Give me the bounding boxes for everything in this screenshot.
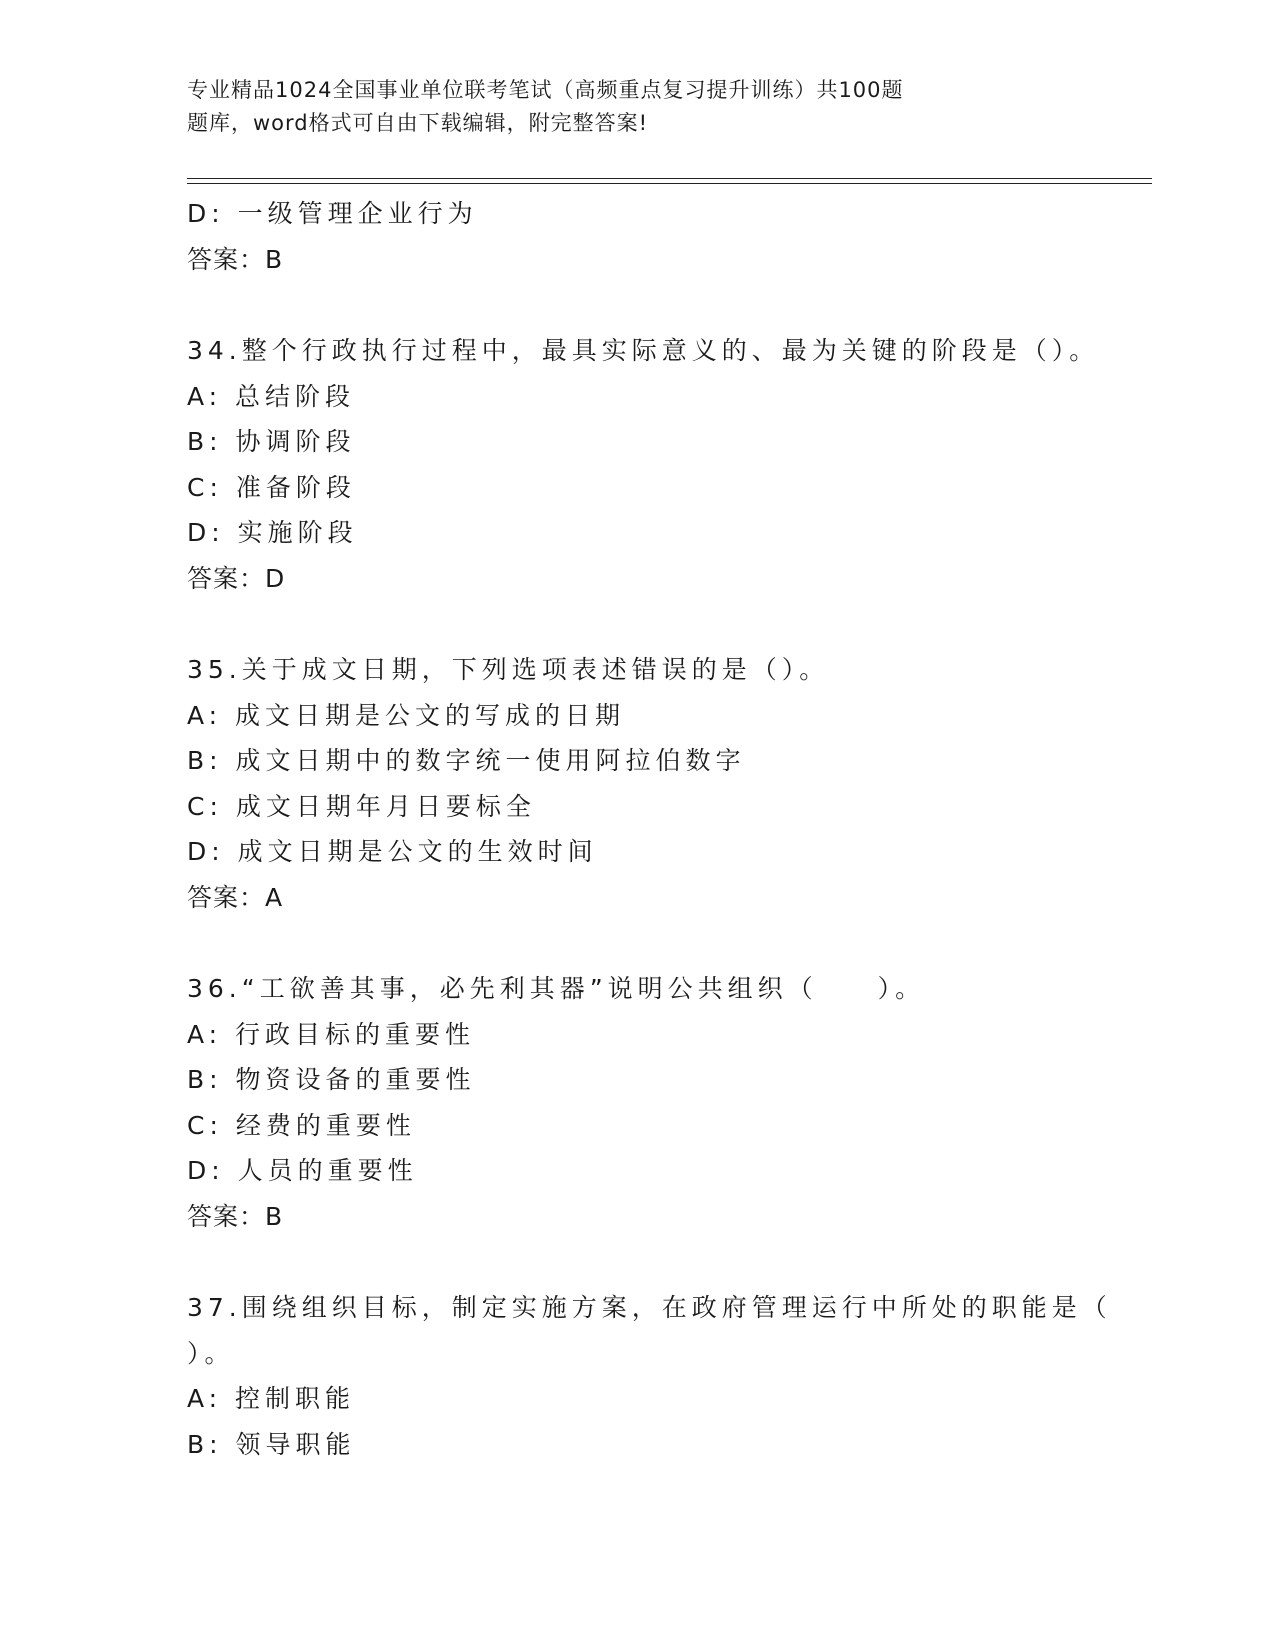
option-c: C: 经费的重要性 [187, 1110, 416, 1140]
option-a: A: 控制职能 [187, 1384, 356, 1413]
header-line-2: 题库，word格式可自由下载编辑，附完整答案! [187, 111, 649, 135]
question-text: 35.关于成文日期，下列选项表述错误的是（）。 [187, 655, 830, 684]
answer: 答案：B [187, 244, 284, 274]
answer: 答案：B [187, 1201, 284, 1231]
header-line-1: 专业精品1024全国事业单位联考笔试（高频重点复习提升训练）共100题 [187, 78, 904, 102]
option-b: B: 领导职能 [187, 1429, 356, 1459]
question-list [187, 191, 1112, 1467]
option-d: D: 一级管理企业行为 [187, 199, 478, 228]
question-34 [187, 328, 1100, 601]
answer: 答案：D [187, 563, 286, 593]
option-a: A: 成文日期是公文的写成的日期 [187, 700, 626, 730]
option-b: B: 协调阶段 [187, 427, 356, 456]
document-header [187, 74, 1007, 140]
option-d: D: 成文日期是公文的生效时间 [187, 837, 598, 866]
question-text-line-1: 37.围绕组织目标，制定实施方案，在政府管理运行中所处的职能是（ [187, 1293, 1112, 1322]
option-d: D: 实施阶段 [187, 518, 358, 547]
question-33-tail [187, 191, 1087, 282]
answer: 答案：A [187, 882, 284, 912]
header-divider-top [187, 178, 1152, 179]
option-d: D: 人员的重要性 [187, 1156, 418, 1185]
option-a: A: 总结阶段 [187, 381, 356, 411]
option-b: B: 物资设备的重要性 [187, 1065, 476, 1094]
spacer [187, 282, 1087, 328]
question-35 [187, 647, 1087, 920]
question-text-line-2: ）。 [187, 1338, 235, 1368]
option-c: C: 准备阶段 [187, 472, 356, 502]
question-text: 36.“工欲善其事，必先利其器”说明公共组织（ ）。 [187, 974, 926, 1003]
spacer [187, 601, 1087, 647]
question-36 [187, 966, 1087, 1239]
question-text: 34.整个行政执行过程中，最具实际意义的、最为关键的阶段是（）。 [187, 336, 1100, 365]
spacer [187, 920, 1087, 966]
option-b: B: 成文日期中的数字统一使用阿拉伯数字 [187, 746, 746, 775]
question-37 [187, 1285, 1112, 1467]
option-a: A: 行政目标的重要性 [187, 1019, 476, 1049]
option-c: C: 成文日期年月日要标全 [187, 791, 536, 821]
spacer [187, 1239, 1087, 1285]
header-divider-bottom [187, 183, 1152, 184]
